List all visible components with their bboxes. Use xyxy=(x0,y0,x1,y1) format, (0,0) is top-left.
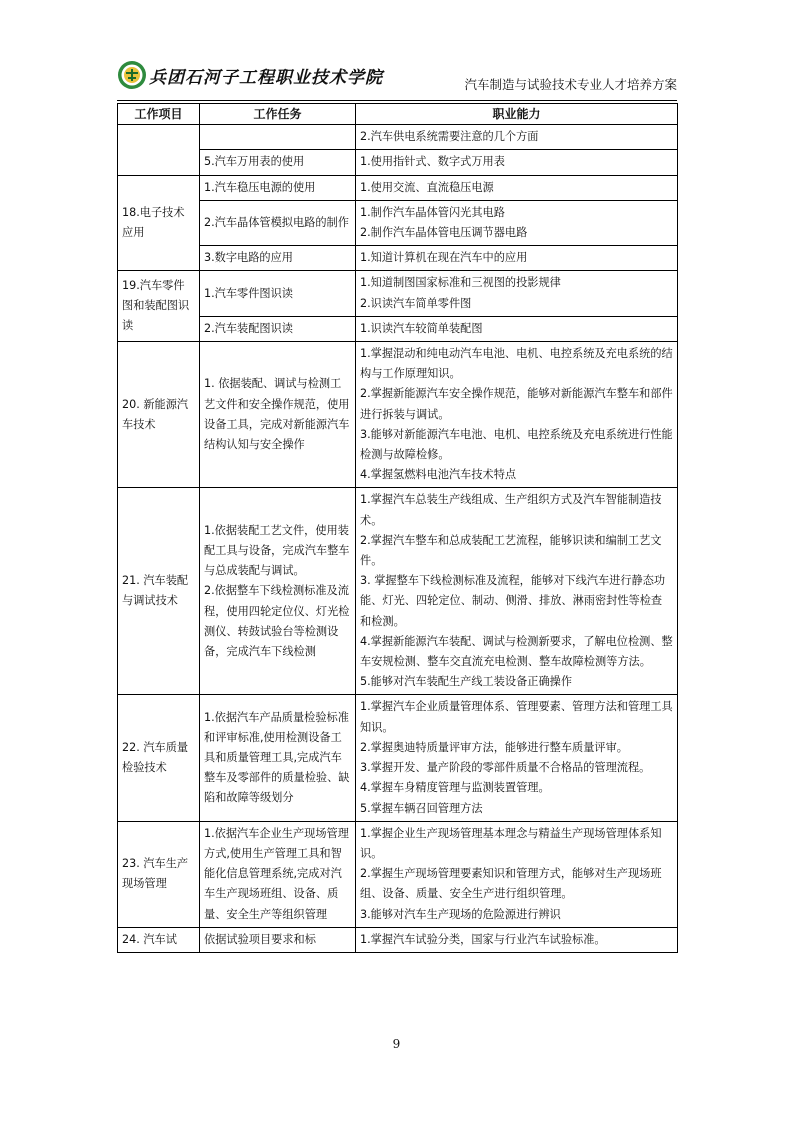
ability-line: 2.识读汽车简单零件图 xyxy=(360,296,472,310)
ability-cell xyxy=(356,695,678,821)
table-row xyxy=(118,175,678,200)
task-cell: 1. 依据装配、调试与检测工艺文件和安全操作规范，使用设备工具，完成对新能源汽车结构认知与安全操作 xyxy=(200,342,356,488)
ability-line: 3.能够对汽车生产现场的危险源进行辨识 xyxy=(360,907,561,921)
ability-cell xyxy=(356,927,678,952)
ability-cell xyxy=(356,342,678,488)
task-cell: 1.依据汽车企业生产现场管理方式,使用生产管理工具和智能化信息管理系统,完成对汽车生产现场班组、设备、质量、安全生产等组织管理 xyxy=(200,821,356,927)
task-cell: 5.汽车万用表的使用 xyxy=(200,150,356,175)
ability-line: 2.制作汽车晶体管电压调节器电路 xyxy=(360,226,528,240)
ability-line: 1.知道计算机在现在汽车中的应用 xyxy=(360,251,528,265)
school-logo-icon xyxy=(117,60,147,90)
ability-line: 1.识读汽车较简单装配图 xyxy=(360,321,483,335)
project-cell: 23. 汽车生产现场管理 xyxy=(118,821,200,927)
ability-cell xyxy=(356,488,678,695)
ability-cell xyxy=(356,271,678,316)
ability-line: 1.掌握汽车试验分类，国家与行业汽车试验标准。 xyxy=(360,932,606,946)
table-row xyxy=(118,821,678,927)
ability-line: 1.掌握汽车企业质量管理体系、管理要素、管理方法和管理工具知识。 xyxy=(360,700,673,734)
task-cell: 1.依据汽车产品质量检验标准和评审标准,使用检测设备工具和质量管理工具,完成汽车整车及零部件的质量检验、缺陷和故障等级划分 xyxy=(200,695,356,821)
table-row xyxy=(118,271,678,316)
table-row xyxy=(118,200,678,245)
ability-cell xyxy=(356,821,678,927)
ability-line: 4.掌握车身精度管理与监测装置管理。 xyxy=(360,781,550,795)
school-name: 兵团石河子工程职业技术学院 xyxy=(149,68,383,88)
ability-line: 1.掌握混动和纯电动汽车电池、电机、电控系统及充电系统的结构与工作原理知识。 xyxy=(360,347,673,381)
project-cell: 21. 汽车装配与调试技术 xyxy=(118,488,200,695)
task-cell: 依据试验项目要求和标 xyxy=(200,927,356,952)
project-cell xyxy=(118,125,200,175)
project-cell: 24. 汽车试 xyxy=(118,927,200,952)
ability-line: 1.使用指针式、数字式万用表 xyxy=(360,155,505,169)
task-cell: 1.依据装配工艺文件，使用装配工具与设备，完成汽车整车与总成装配与调试。 2.依据整车下线检测标准及流程，使用四轮定位仪、灯光检测仪、转鼓试验台等检测设备，完成汽车下线检测 xyxy=(200,488,356,695)
ability-line: 2.掌握新能源汽车安全操作规范，能够对新能源汽车整车和部件进行拆装与调试。 xyxy=(360,387,673,421)
ability-line: 1.知道制图国家标准和三视图的投影规律 xyxy=(360,276,561,290)
task-cell: 2.汽车晶体管模拟电路的制作 xyxy=(200,200,356,245)
ability-line: 3.能够对新能源汽车电池、电机、电控系统及充电系统进行性能检测与故障检修。 xyxy=(360,427,673,462)
ability-line: 2.汽车供电系统需要注意的几个方面 xyxy=(360,130,539,144)
table-row xyxy=(118,927,678,952)
ability-line: 1.制作汽车晶体管闪光其电路 xyxy=(360,205,505,219)
column-header-project: 工作项目 xyxy=(118,104,200,125)
task-cell: 1.汽车零件图识读 xyxy=(200,271,356,316)
table-row xyxy=(118,150,678,175)
ability-cell xyxy=(356,316,678,341)
ability-line: 3. 掌握整车下线检测标准及流程，能够对下线汽车进行静态功能、灯光、四轮定位、制动、侧滑、排放、淋雨密封性等检查和检测。 xyxy=(360,574,666,628)
task-cell: 1.汽车稳压电源的使用 xyxy=(200,175,356,200)
ability-line: 2.掌握汽车整车和总成装配工艺流程，能够识读和编制工艺文件。 xyxy=(360,533,662,568)
table-row xyxy=(118,488,678,695)
ability-line: 1.掌握企业生产现场管理基本理念与精益生产现场管理体系知识。 xyxy=(360,826,662,860)
table-row xyxy=(118,246,678,271)
header-rule xyxy=(117,100,677,101)
project-cell: 20. 新能源汽车技术 xyxy=(118,342,200,488)
project-cell: 19.汽车零件图和装配图识读 xyxy=(118,271,200,342)
page-number: 9 xyxy=(392,1037,401,1051)
column-header-task: 工作任务 xyxy=(200,104,356,125)
task-cell: 2.汽车装配图识读 xyxy=(200,316,356,341)
page-header xyxy=(117,56,677,100)
table-header-row xyxy=(118,104,678,125)
ability-cell xyxy=(356,150,678,175)
ability-line: 1.掌握汽车总装生产线组成、生产组织方式及汽车智能制造技术。 xyxy=(360,493,662,527)
column-header-ability: 职业能力 xyxy=(356,104,678,125)
ability-line: 1.使用交流、直流稳压电源 xyxy=(360,180,494,194)
document-title: 汽车制造与试验技术专业人才培养方案 xyxy=(464,77,677,92)
table-row xyxy=(118,695,678,821)
table-row xyxy=(118,342,678,488)
ability-line: 4.掌握氢燃料电池汽车技术特点 xyxy=(360,468,517,482)
ability-line: 2.掌握生产现场管理要素知识和管理方式，能够对生产现场班组、设备、质量、安全生产进行组织管理。 xyxy=(360,867,662,901)
ability-line: 4.掌握新能源汽车装配、调试与检测新要求，了解电位检测、整车安规检测、整车交直流充电检测、整车故障检测等方法。 xyxy=(360,634,673,669)
project-cell: 22. 汽车质量检验技术 xyxy=(118,695,200,821)
curriculum-table xyxy=(117,103,678,953)
ability-line: 3.掌握开发、量产阶段的零部件质量不合格品的管理流程。 xyxy=(360,761,651,775)
ability-cell xyxy=(356,125,678,150)
project-cell: 18.电子技术应用 xyxy=(118,175,200,271)
ability-line: 5.掌握车辆召回管理方法 xyxy=(360,801,483,815)
ability-line: 2.掌握奥迪特质量评审方法，能够进行整车质量评审。 xyxy=(360,740,628,754)
task-cell: 3.数字电路的应用 xyxy=(200,246,356,271)
ability-cell xyxy=(356,246,678,271)
table-row xyxy=(118,125,678,150)
task-cell xyxy=(200,125,356,150)
table-row xyxy=(118,316,678,341)
ability-cell xyxy=(356,200,678,245)
ability-line: 5.能够对汽车装配生产线工装设备正确操作 xyxy=(360,675,573,689)
ability-cell xyxy=(356,175,678,200)
